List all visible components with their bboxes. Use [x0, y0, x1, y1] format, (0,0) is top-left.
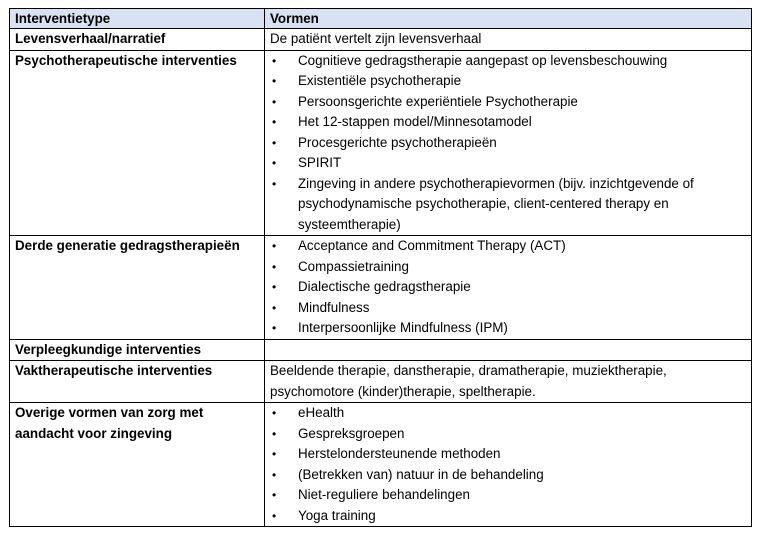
row-text [265, 339, 752, 361]
bullet-icon: • [272, 488, 277, 502]
list-item: • Het 12-stappen model/Minnesotamodel [270, 112, 746, 133]
list-item: • Procesgerichte psychotherapieën [270, 133, 746, 154]
bullet-icon: • [272, 94, 277, 109]
bullet-icon: • [272, 321, 277, 335]
row-type: Verpleegkundige interventies [10, 339, 265, 361]
list-item: • Persoonsgerichte experiëntiele Psychotherapie [270, 92, 746, 113]
list-item: • SPIRIT [270, 153, 746, 174]
table-header-row [10, 9, 752, 29]
forms-list [270, 403, 746, 526]
bullet-icon: • [272, 467, 277, 482]
table-row [10, 403, 752, 527]
list-item: • Zingeving in andere psychotherapievormen (bijv. inzichtgevende of psychodynamische psychotherapie, client-centered therapy en systeemtherapie) [272, 175, 694, 232]
row-type: Levensverhaal/narratief [10, 29, 265, 51]
bullet-icon: • [272, 53, 277, 68]
list-item: • Cognitieve gedragstherapie aangepast op levensbeschouwing [270, 51, 746, 72]
bullet-icon: • [272, 426, 277, 441]
bullet-icon: • [272, 280, 277, 294]
forms-list [270, 236, 746, 339]
list-item: • Existentiële psychotherapie [270, 71, 746, 92]
list-item: • Herstelondersteunende methoden [270, 444, 746, 465]
row-type: Overige vormen van zorg met aandacht voor zingeving [10, 403, 265, 527]
header-vormen: Vormen [265, 9, 752, 29]
header-interventietype: Interventietype [10, 9, 265, 29]
list-item: • Dialectische gedragstherapie [270, 277, 746, 298]
row-text: De patiënt vertelt zijn levensverhaal [265, 29, 752, 51]
list-item: • Niet-reguliere behandelingen [270, 485, 746, 506]
row-type: Vaktherapeutische interventies [10, 361, 265, 403]
table-row [10, 29, 752, 51]
table-row [10, 361, 752, 403]
intervention-table-wrapper [9, 8, 751, 527]
bullet-icon: • [272, 300, 277, 315]
list-item: • Interpersoonlijke Mindfulness (IPM) [270, 318, 746, 339]
table-row [10, 50, 752, 236]
bullet-icon: • [272, 156, 277, 170]
intervention-table [9, 8, 752, 527]
forms-list [270, 51, 746, 236]
list-item: • Acceptance and Commitment Therapy (ACT) [270, 236, 746, 257]
bullet-icon: • [272, 447, 277, 461]
list-item: • eHealth [270, 403, 746, 424]
bullet-icon: • [272, 176, 277, 191]
list-item: • Yoga training [270, 506, 746, 527]
table-row [10, 236, 752, 340]
row-forms [265, 403, 752, 527]
bullet-icon: • [272, 239, 277, 253]
row-forms [265, 50, 752, 236]
list-item: • (Betrekken van) natuur in de behandeling [270, 465, 746, 486]
row-type: Psychotherapeutische interventies [10, 50, 265, 236]
row-text: Beeldende therapie, danstherapie, dramatherapie, muziektherapie, psychomotore (kinder)therapie, speltherapie. [265, 361, 752, 403]
bullet-icon: • [272, 135, 277, 150]
bullet-icon: • [272, 406, 277, 420]
table-row [10, 339, 752, 361]
row-type: Derde generatie gedragstherapieën [10, 236, 265, 340]
bullet-icon: • [272, 115, 277, 129]
bullet-icon: • [272, 259, 277, 274]
list-item: • Mindfulness [270, 298, 746, 319]
bullet-icon: • [272, 508, 277, 523]
bullet-icon: • [272, 74, 277, 88]
row-forms [265, 236, 752, 340]
list-item: • Compassietraining [270, 257, 746, 278]
list-item: • Gespreksgroepen [270, 424, 746, 445]
